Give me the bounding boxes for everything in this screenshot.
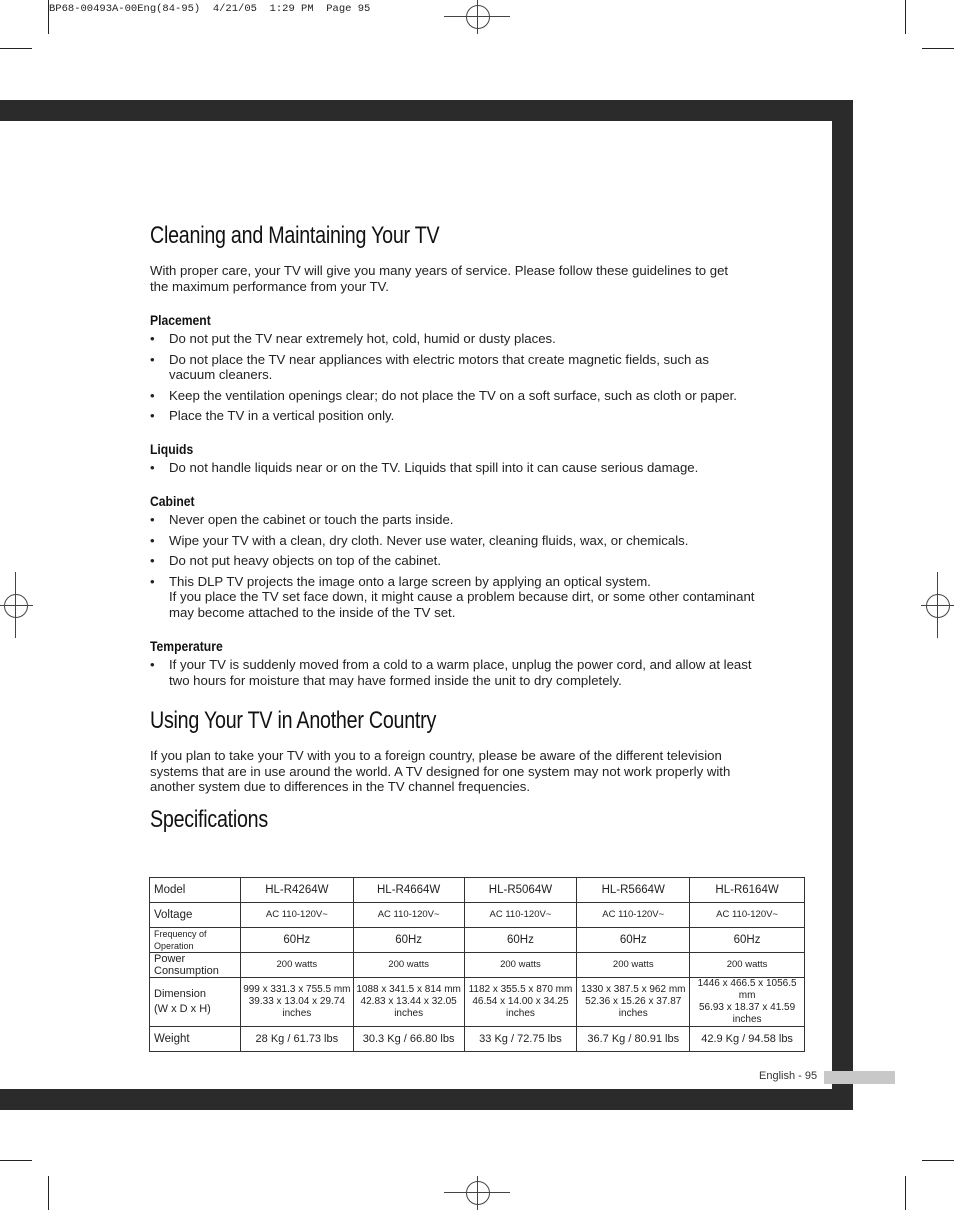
list-item: • Wipe your TV with a clean, dry cloth. Never use water, cleaning fluids, wax, or chemicals. xyxy=(150,533,760,549)
table-cell: 36.7 Kg / 80.91 lbs xyxy=(577,1027,690,1052)
crop-mark xyxy=(48,0,49,34)
table-header-cell: HL-R6164W xyxy=(690,878,805,903)
crop-mark xyxy=(922,1160,954,1161)
table-cell: Voltage xyxy=(150,903,241,928)
footer-bar xyxy=(824,1071,895,1084)
dimension-label: Dimension xyxy=(154,988,206,1000)
table-cell: AC 110-120V~ xyxy=(690,903,805,928)
table-cell: 200 watts xyxy=(353,953,464,978)
table-cell: 28 Kg / 61.73 lbs xyxy=(240,1027,353,1052)
cabinet-item-extra: If you place the TV set face down, it might cause a problem because dirt, or some other contaminant may become attached to the inside of the TV set. xyxy=(169,589,755,620)
table-cell: AC 110-120V~ xyxy=(240,903,353,928)
frame-band-bottom xyxy=(0,1089,853,1110)
frame-band-top xyxy=(0,100,853,121)
crop-mark xyxy=(48,1176,49,1210)
table-cell: 60Hz xyxy=(240,928,353,953)
cleaning-title: Cleaning and Maintaining Your TV xyxy=(150,222,440,249)
placement-list xyxy=(150,331,750,424)
specifications-table xyxy=(149,877,805,1052)
table-cell: Power Consumption xyxy=(150,953,241,978)
table-cell: 60Hz xyxy=(690,928,805,953)
list-item: • Do not handle liquids near or on the TV. Liquids that spill into it can cause serious damage. xyxy=(150,460,760,476)
table-cell xyxy=(353,978,464,1027)
dimension-inches: 52.36 x 15.26 x 37.87 inches xyxy=(585,996,682,1019)
table-row xyxy=(150,1027,805,1052)
temperature-list xyxy=(150,657,755,688)
placement-heading: Placement xyxy=(150,313,211,328)
crop-mark xyxy=(905,1176,906,1210)
specs-title: Specifications xyxy=(150,805,268,833)
table-cell: Weight xyxy=(150,1027,241,1052)
table-row xyxy=(150,953,805,978)
list-item xyxy=(150,574,760,621)
liquids-heading: Liquids xyxy=(150,441,194,457)
dimension-mm: 999 x 331.3 x 755.5 mm xyxy=(243,984,351,995)
page-content xyxy=(150,222,810,834)
page-number: English - 95 xyxy=(759,1070,818,1082)
table-header-cell: Model xyxy=(150,878,241,903)
table-cell: 42.9 Kg / 94.58 lbs xyxy=(690,1027,805,1052)
list-item: • Do not put heavy objects on top of the cabinet. xyxy=(150,553,760,569)
list-item: • Place the TV in a vertical position only. xyxy=(150,408,750,424)
crop-mark xyxy=(922,48,954,49)
table-cell xyxy=(464,978,577,1027)
liquids-list xyxy=(150,460,760,476)
country-title: Using Your TV in Another Country xyxy=(150,707,437,734)
table-cell: 200 watts xyxy=(690,953,805,978)
dimension-mm: 1088 x 341.5 x 814 mm xyxy=(356,984,461,995)
list-item: • Never open the cabinet or touch the parts inside. xyxy=(150,512,760,528)
table-cell: AC 110-120V~ xyxy=(464,903,577,928)
dimension-inches: 46.54 x 14.00 x 34.25 inches xyxy=(472,996,569,1019)
table-cell: 200 watts xyxy=(240,953,353,978)
country-text: If you plan to take your TV with you to a foreign country, please be aware of the different television systems that are in use around the world. A TV designed for one system may not work properly with another system due to differences in the TV channel frequencies. xyxy=(150,748,731,794)
dimension-inches: 56.93 x 18.37 x 41.59 inches xyxy=(698,1002,796,1025)
table-header-cell: HL-R5664W xyxy=(577,878,690,903)
table-cell xyxy=(690,978,805,1027)
dimension-inches: 39.33 x 13.04 x 29.74 inches xyxy=(248,996,345,1019)
crop-mark xyxy=(0,1160,32,1161)
table-row xyxy=(150,903,805,928)
table-cell xyxy=(577,978,690,1027)
dimension-mm: 1330 x 387.5 x 962 mm xyxy=(580,984,686,995)
table-cell: 33 Kg / 72.75 lbs xyxy=(464,1027,577,1052)
cabinet-list xyxy=(150,512,760,620)
table-cell xyxy=(240,978,353,1027)
frame-band-right xyxy=(832,100,853,1110)
dimension-inches: 42.83 x 13.44 x 32.05 inches xyxy=(360,996,457,1019)
list-item: • If your TV is suddenly moved from a cold to a warm place, unplug the power cord, and allow at least two hours for moisture that may have formed inside the unit to dry completely. xyxy=(150,657,755,688)
list-item: • Keep the ventilation openings clear; do not place the TV on a soft surface, such as cloth or paper. xyxy=(150,388,750,404)
list-item: • Do not put the TV near extremely hot, cold, humid or dusty places. xyxy=(150,331,750,347)
dimension-sublabel: (W x D x H) xyxy=(154,1003,211,1015)
table-cell: Frequency of Operation xyxy=(150,928,241,953)
cabinet-item-text: This DLP TV projects the image onto a large screen by applying an optical system. xyxy=(169,573,651,589)
table-header-cell: HL-R4664W xyxy=(353,878,464,903)
table-row xyxy=(150,928,805,953)
table-row xyxy=(150,978,805,1027)
cleaning-intro: With proper care, your TV will give you many years of service. Please follow these guidelines to get the maximum performance from your TV. xyxy=(150,263,729,294)
print-header: BP68-00493A-00Eng(84-95) 4/21/05 1:29 PM Page 95 xyxy=(49,3,371,15)
table-cell: 200 watts xyxy=(464,953,577,978)
table-cell: 30.3 Kg / 66.80 lbs xyxy=(353,1027,464,1052)
table-cell: 200 watts xyxy=(577,953,690,978)
table-cell xyxy=(150,978,241,1027)
table-header-cell: HL-R4264W xyxy=(240,878,353,903)
crop-mark xyxy=(905,0,906,34)
table-row xyxy=(150,878,805,903)
table-cell: 60Hz xyxy=(577,928,690,953)
dimension-mm: 1446 x 466.5 x 1056.5 mm xyxy=(697,978,797,1001)
list-item: • Do not place the TV near appliances with electric motors that create magnetic fields, such as vacuum cleaners. xyxy=(150,352,750,383)
table-cell: AC 110-120V~ xyxy=(353,903,464,928)
table-cell: 60Hz xyxy=(353,928,464,953)
cabinet-heading: Cabinet xyxy=(150,494,195,509)
crop-mark xyxy=(0,48,32,49)
table-cell: 60Hz xyxy=(464,928,577,953)
temperature-heading: Temperature xyxy=(150,639,223,654)
dimension-mm: 1182 x 355.5 x 870 mm xyxy=(468,984,573,995)
table-header-cell: HL-R5064W xyxy=(464,878,577,903)
table-cell: AC 110-120V~ xyxy=(577,903,690,928)
